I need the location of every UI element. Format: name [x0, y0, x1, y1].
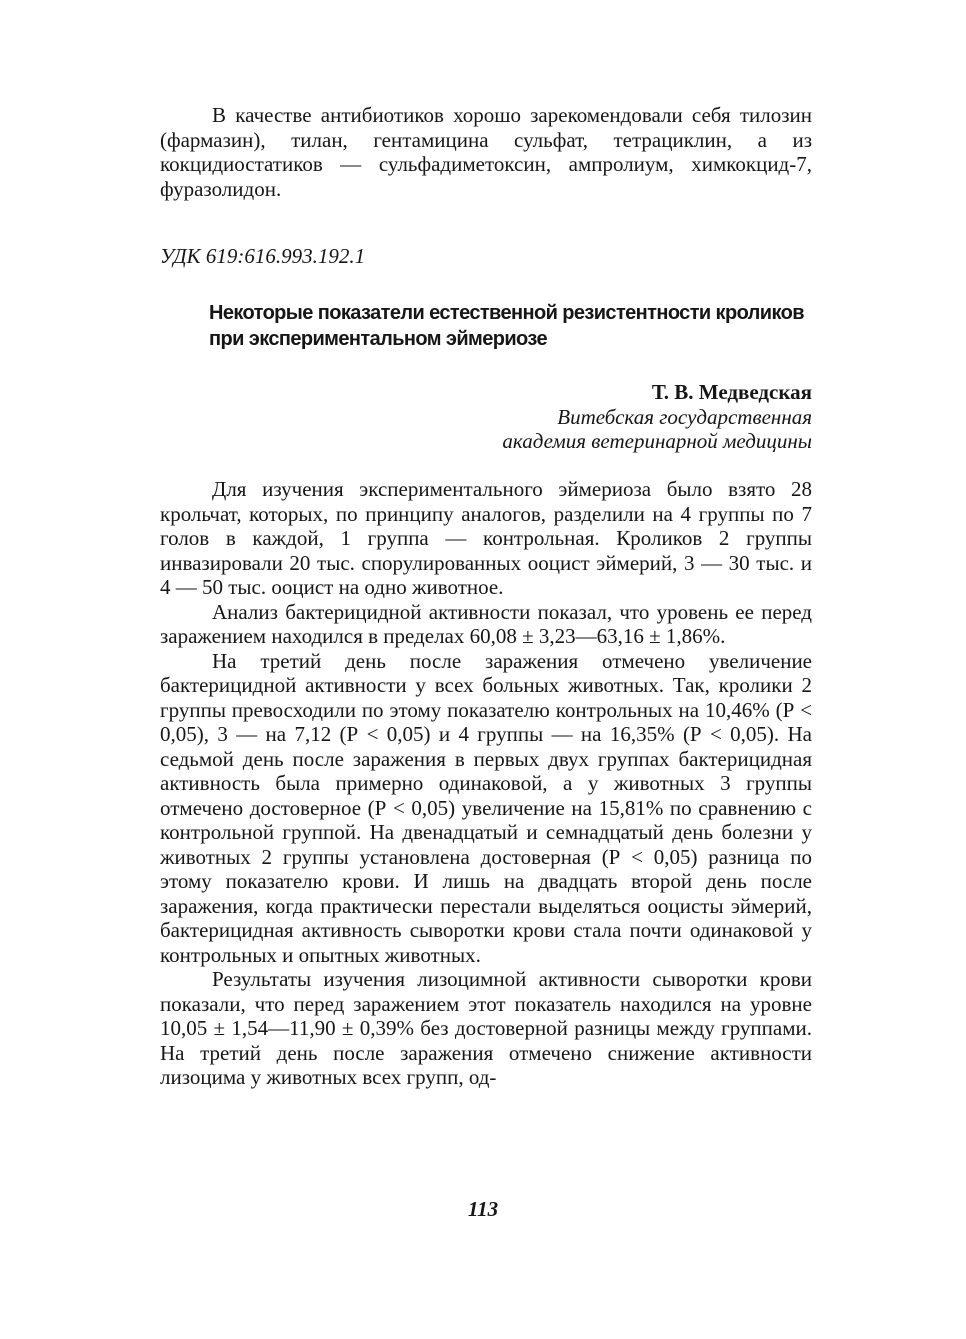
body-paragraph: Для изучения экспериментального эймериоза было взято 28 крольчат, которых, по принципу аналогов, разделили на 4 группы по 7 голов в каждой, 1 группа — контрольная. Кроликов 2 группы инвазировали 20 тыс. спорулированных ооцист эймерий, 3 — 30 тыс. и 4 — 50 тыс. ооцист на одно животное.	[160, 477, 812, 599]
author-block	[502, 380, 812, 454]
affiliation-line-1: Витебская государственная	[557, 404, 812, 429]
body-paragraph: Результаты изучения лизоцимной активности сыворотки крови показали, что перед заражением этот показатель находился на уровне 10,05 ± 1,54—11,90 ± 0,39% без достоверной разницы между группами. На третий день после заражения отмечено снижение активности лизоцима у животных всех групп, од-	[160, 967, 812, 1089]
article-body	[160, 477, 812, 1090]
body-paragraph: На третий день после заражения отмечено увеличение бактерицидной активности у всех больных животных. Так, кролики 2 группы превосходили по этому показателю контрольных на 10,46% (Р < 0,05), 3 — на 7,12 (Р < 0,05) и 4 группы — на 16,35% (Р < 0,05). На седьмой день после заражения в первых двух группах бактерицидная активность была примерно одинаковой, а у животных 3 группы отмечено достоверное (Р < 0,05) увеличение на 15,81% по сравнению с контрольной группой. На двенадцатый и семнадцатый день болезни у животных 2 группы установлена достоверная (Р < 0,05) разница по этому показателю крови. И лишь на двадцать второй день после заражения, когда практически перестали выделяться ооцисты эймерий, бактерицидная активность сыворотки крови стала почти одинаковой у контрольных и опытных животных.	[160, 648, 812, 967]
body-paragraph: Анализ бактерицидной активности показал, что уровень ее перед заражением находился в пределах 60,08 ± 3,23—63,16 ± 1,86%.	[160, 599, 812, 648]
affiliation-line-2: академия ветеринарной медицины	[502, 429, 812, 453]
intro-paragraph: В качестве антибиотиков хорошо зарекомендовали себя тилозин (фармазин), тилан, гентамицина сульфат, тетрациклин, а из кокцидиостатиков — сульфадиметоксин, ампролиум, химкокцид-7, фуразолидон.	[160, 103, 812, 201]
udk-code: УДК 619:616.993.192.1	[160, 244, 366, 268]
intro-block	[160, 103, 812, 201]
author-name: Т. В. Медведская	[651, 380, 812, 404]
article-title: Некоторые показатели естественной резистентности кроликов при экспериментальном эймериозе	[209, 302, 804, 350]
page-number: 113	[467, 1197, 499, 1221]
